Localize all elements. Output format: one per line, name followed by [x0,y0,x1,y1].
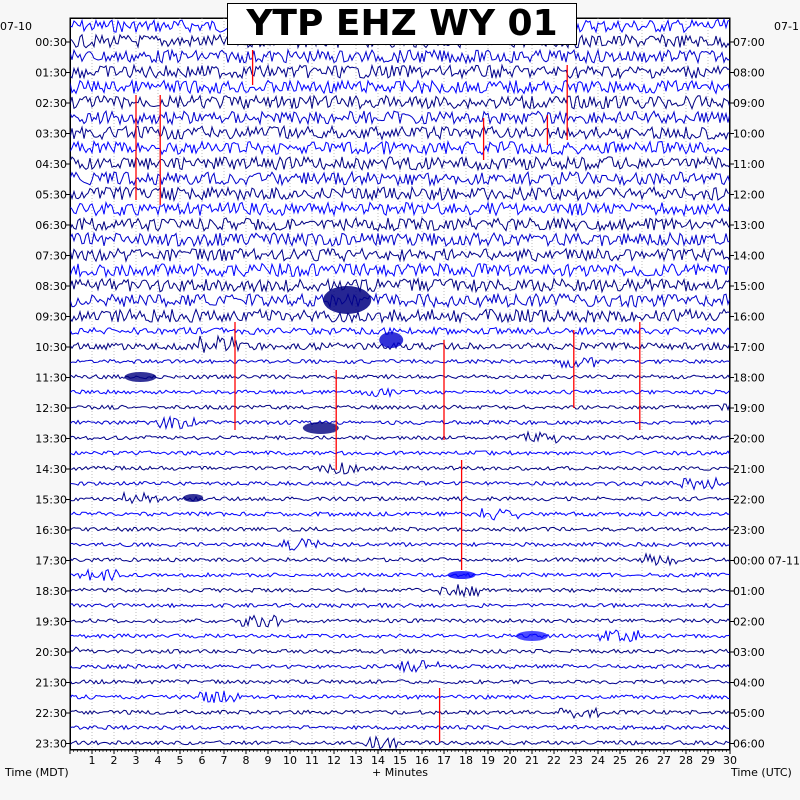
right-tick-label: 11:00 [733,158,765,171]
x-tick-label: 5 [176,754,184,767]
left-tick-label: 22:30 [35,707,67,720]
left-tick-label: 07:30 [35,249,67,263]
left-tick-label: 02:30 [35,97,67,110]
left-tick-label: 12:30 [35,402,67,415]
x-tick-label: 28 [679,754,693,767]
trace-line [70,570,730,581]
x-tick-label: 9 [264,754,272,767]
left-tick-label: 01:30 [35,66,67,80]
date-left: 07-10 [0,20,32,33]
right-date-label: 07-11 [768,554,800,568]
x-tick-label: 21 [525,754,539,767]
trace-line [70,142,730,155]
right-tick-label: 22:00 [733,493,765,507]
x-tick-label: 15 [393,754,407,767]
left-tick-label: 08:30 [35,280,67,293]
date-right: 07-1 [774,20,799,33]
x-tick-label: 19 [481,754,495,767]
x-tick-label: 4 [154,754,162,767]
right-tick-label: 12:00 [733,188,765,202]
left-tick-label: 20:30 [35,646,67,659]
left-tick-label: 16:30 [35,524,67,537]
left-tick-label: 23:30 [35,737,67,751]
left-tick-label: 04:30 [35,158,67,171]
right-tick-label: 14:00 [733,249,765,263]
x-tick-label: 16 [415,754,429,767]
trace-line [70,463,730,474]
right-tick-label: 10:00 [733,127,765,141]
trace-line [70,96,730,109]
x-tick-label: 20 [503,754,517,767]
left-tick-label: 10:30 [35,341,67,354]
x-tick-label: 17 [437,754,451,767]
left-tick-label: 19:30 [35,615,67,629]
left-tick-label: 06:30 [35,219,67,232]
trace-line [70,389,730,397]
right-tick-label: 18:00 [733,371,765,385]
left-tick-label: 18:30 [35,585,67,598]
trace-line [70,249,730,262]
trace-line [70,527,730,531]
right-tick-label: 04:00 [733,676,765,690]
chart-title: YTP EHZ WY 01 [227,3,577,45]
left-tick-label: 11:30 [35,371,67,385]
x-tick-label: 29 [701,754,715,767]
right-tick-label: 20:00 [733,432,765,446]
right-tick-label: 00:00 [733,554,765,568]
x-tick-label: 22 [547,754,561,767]
x-tick-label: 6 [198,754,206,767]
x-tick-label: 23 [569,754,583,767]
left-tick-label: 13:30 [35,432,67,446]
right-axis-label: Time (UTC) [731,766,792,779]
x-axis-label: + Minutes [372,766,429,779]
event-burst [448,571,476,579]
x-tick-label: 11 [305,754,319,767]
right-tick-label: 07:00 [733,36,765,49]
event-burst [124,372,156,382]
right-tick-label: 05:00 [733,707,765,720]
event-burst [379,332,403,348]
trace-line [70,708,730,718]
right-tick-label: 09:00 [733,97,765,110]
event-burst [303,422,339,434]
left-tick-label: 05:30 [35,188,67,202]
x-tick-label: 25 [613,754,627,767]
event-burst [516,631,548,641]
right-tick-label: 19:00 [733,402,765,415]
right-tick-label: 23:00 [733,524,765,537]
right-tick-label: 03:00 [733,646,765,659]
trace-line [70,403,730,410]
left-tick-label: 09:30 [35,310,67,324]
left-axis-label: Time (MDT) [5,766,69,779]
trace-line [70,691,730,703]
left-tick-label: 03:30 [35,127,67,141]
trace-line [70,264,730,277]
right-tick-label: 01:00 [733,585,765,598]
x-tick-label: 14 [371,754,385,767]
right-tick-label: 16:00 [733,310,765,324]
x-tick-label: 8 [242,754,250,767]
trace-line [70,65,730,78]
left-tick-label: 17:30 [35,554,67,568]
right-tick-label: 08:00 [733,66,765,80]
right-tick-label: 15:00 [733,280,765,293]
right-tick-label: 21:00 [733,463,765,476]
x-tick-label: 12 [327,754,341,767]
x-tick-label: 27 [657,754,671,767]
x-tick-label: 2 [110,754,118,767]
left-tick-label: 14:30 [35,463,67,476]
x-tick-label: 30 [723,754,737,767]
trace-line [70,157,730,170]
right-tick-label: 02:00 [733,615,765,629]
x-tick-label: 7 [220,754,228,767]
x-tick-label: 24 [591,754,605,767]
right-tick-label: 17:00 [733,341,765,354]
left-tick-label: 21:30 [35,676,67,690]
left-tick-label: 00:30 [35,36,67,49]
x-tick-label: 10 [283,754,297,767]
x-tick-label: 13 [349,754,363,767]
right-tick-label: 06:00 [733,737,765,751]
x-tick-label: 1 [88,754,96,767]
left-tick-label: 15:30 [35,493,67,507]
event-burst [183,494,203,502]
event-burst [323,286,371,314]
x-tick-label: 18 [459,754,473,767]
x-tick-label: 3 [132,754,140,767]
right-tick-label: 13:00 [733,219,765,232]
x-tick-label: 26 [635,754,649,767]
